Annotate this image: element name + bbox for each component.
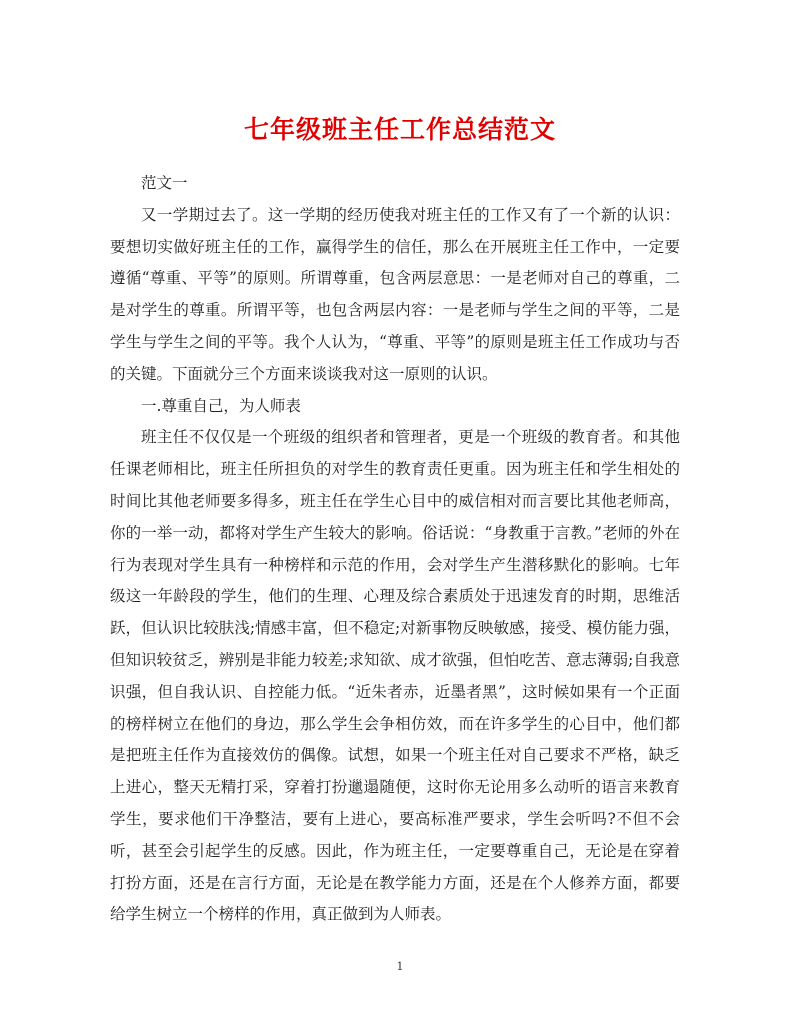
document-body: [110, 168, 680, 931]
page-number: 1: [396, 960, 404, 973]
document-title: 七年级班主任工作总结范文: [243, 115, 556, 144]
paragraph-body: 班主任不仅仅是一个班级的组织者和管理者，更是一个班级的教育者。和其他任课老师相比，班主任所担负的对学生的教育责任更重。因为班主任和学生相处的时间比其他老师要多得多，班主任在学生心目中的威信相对而言要比其他老师高，你的一举一动，都将对学生产生较大的影响。俗话说：“身教重于言教。”老师的外在行为表现对学生具有一种榜样和示范的作用，会对学生产生潜移默化的影响。七年级这一年龄段的学生，他们的生理、心理及综合素质处于迅速发育的时期，思维活跃，但认识比较肤浅;情感丰富，但不稳定;对新事物反映敏感，接受、模仿能力强，但知识较贫乏，辨别是非能力较差;求知欲、成才欲强，但怕吃苦、意志薄弱;自我意识强，但自我认识、自控能力低。“近朱者赤，近墨者黑”，这时候如果有一个正面的榜样树立在他们的身边，那么学生会争相仿效，而在许多学生的心目中，他们都是把班主任作为直接效仿的偶像。试想，如果一个班主任对自己要求不严格，缺乏上进心，整天无精打采，穿着打扮邋遢随便，这时你无论用多么动听的语言来教育学生，要求他们干净整洁，要有上进心，要高标准严要求，学生会听吗?不但不会听，甚至会引起学生的反感。因此，作为班主任，一定要尊重自己，无论是在穿着打扮方面，还是在言行方面，无论是在教学能力方面，还是在个人修养方面，都要给学生树立一个榜样的作用，真正做到为人师表。: [110, 428, 680, 924]
section-heading-respect-self: 一.尊重自己，为人师表: [141, 396, 301, 415]
paragraph-intro: 又一学期过去了。这一学期的经历使我对班主任的工作又有了一个新的认识：要想切实做好班主任的工作，赢得学生的信任，那么在开展班主任工作中，一定要遵循“尊重、平等”的原则。所谓尊重，包含两层意思：一是老师对自己的尊重，二是对学生的尊重。所谓平等，也包含两层内容：一是老师与学生之间的平等，二是学生与学生之间的平等。我个人认为，“尊重、平等”的原则是班主任工作成功与否的关键。下面就分三个方面来谈谈我对这一原则的认识。: [110, 205, 680, 383]
paragraph-heading-sample: 范文一: [141, 174, 188, 192]
